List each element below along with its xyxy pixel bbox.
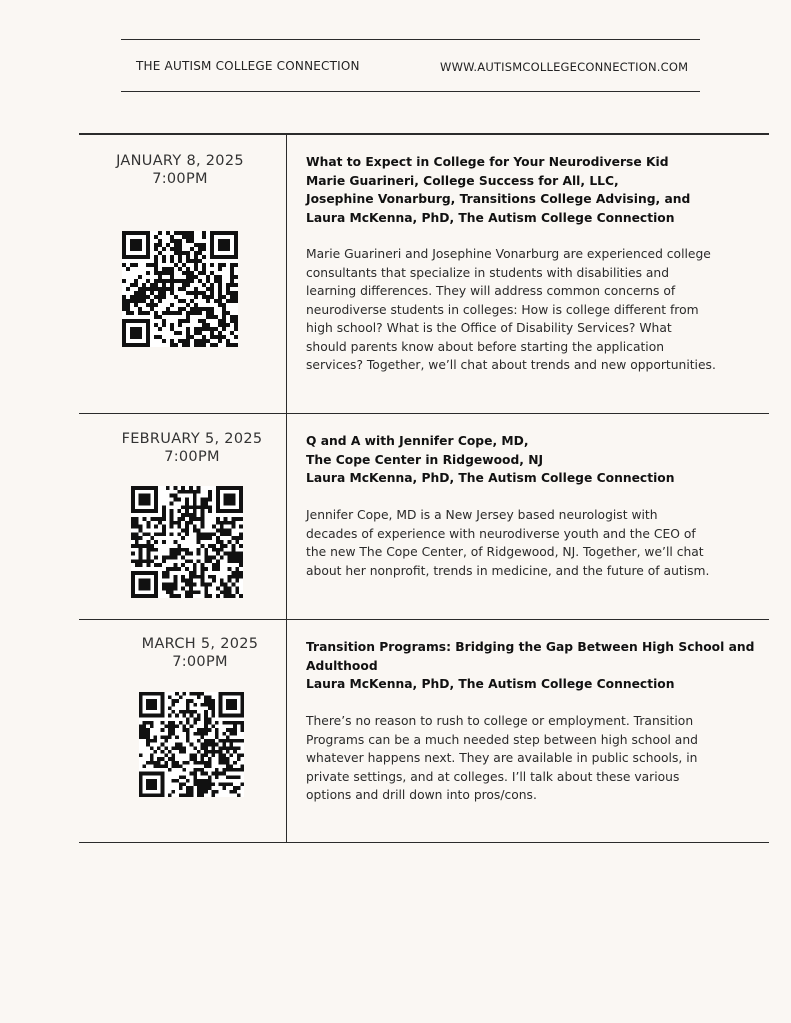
event-description-line: private settings, and at colleges. I’ll talk about these various bbox=[306, 769, 680, 784]
event-description bbox=[306, 712, 756, 805]
event-description-line: high school? What is the Office of Disability Services? What bbox=[306, 321, 672, 335]
org-name: THE AUTISM COLLEGE CONNECTION bbox=[136, 59, 360, 73]
event-title-line: Q and A with Jennifer Cope, MD, bbox=[306, 434, 529, 448]
event-title-line: Laura McKenna, PhD, The Autism College Connection bbox=[306, 210, 675, 225]
row-divider-1 bbox=[79, 413, 769, 414]
event-time: 7:00PM bbox=[164, 449, 220, 465]
table-top-rule bbox=[79, 133, 769, 135]
event-description-line: about her nonprofit, trends in medicine, and the future of autism. bbox=[306, 563, 710, 578]
event-title-line: The Cope Center in Ridgewood, NJ bbox=[306, 452, 544, 467]
event-description-line: decades of experience with neurodiverse youth and the CEO of bbox=[306, 526, 696, 541]
event-title bbox=[306, 153, 756, 227]
event-title-line: Josephine Vonarburg, Transitions College Advising, and bbox=[306, 192, 691, 206]
event-description-line: Jennifer Cope, MD is a New Jersey based neurologist with bbox=[306, 508, 658, 522]
event-date: JANUARY 8, 2025 bbox=[116, 153, 244, 169]
event-description-line: neurodiverse students in colleges: How is college different from bbox=[306, 302, 699, 317]
row-divider-2 bbox=[79, 619, 769, 620]
event-description-line: Programs can be a much needed step between high school and bbox=[306, 732, 698, 747]
event-description-line: should parents know about before starting the application bbox=[306, 339, 665, 354]
header-bottom-rule bbox=[121, 91, 700, 92]
event-title bbox=[306, 432, 756, 488]
column-divider bbox=[286, 134, 287, 842]
table-bottom-rule bbox=[79, 842, 769, 843]
event-title bbox=[306, 638, 756, 694]
event-title-line: Marie Guarineri, College Success for All, LLC, bbox=[306, 173, 619, 188]
event-time: 7:00PM bbox=[172, 654, 228, 670]
event-description-line: consultants that specialize in students with disabilities and bbox=[306, 265, 670, 280]
event-description bbox=[306, 506, 756, 580]
website-link[interactable]: WWW.AUTISMCOLLEGECONNECTION.COM bbox=[440, 60, 689, 74]
event-description-line: services? Together, we’ll chat about trends and new opportunities. bbox=[306, 358, 716, 372]
event-title-line: Laura McKenna, PhD, The Autism College Connection bbox=[306, 677, 675, 691]
event-description-line: There’s no reason to rush to college or employment. Transition bbox=[306, 714, 694, 728]
qr-code-icon[interactable] bbox=[139, 692, 244, 797]
event-title-line: What to Expect in College for Your Neurodiverse Kid bbox=[306, 155, 669, 169]
header-top-rule bbox=[121, 39, 700, 40]
event-description-line: whatever happens next. They are available in public schools, in bbox=[306, 751, 698, 765]
qr-code-icon[interactable] bbox=[131, 486, 243, 598]
event-description bbox=[306, 245, 756, 375]
event-date: FEBRUARY 5, 2025 bbox=[121, 431, 263, 447]
event-title-line: Laura McKenna, PhD, The Autism College Connection bbox=[306, 471, 675, 485]
event-time: 7:00PM bbox=[152, 171, 208, 187]
qr-code-icon[interactable] bbox=[122, 231, 238, 347]
event-description-line: options and drill down into pros/cons. bbox=[306, 788, 537, 802]
event-date: MARCH 5, 2025 bbox=[141, 636, 259, 652]
event-description-line: Marie Guarineri and Josephine Vonarburg are experienced college bbox=[306, 247, 711, 261]
event-title-line: Adulthood bbox=[306, 658, 378, 673]
event-description-line: the new The Cope Center, of Ridgewood, NJ. Together, we’ll chat bbox=[306, 545, 704, 559]
event-title-line: Transition Programs: Bridging the Gap Between High School and bbox=[306, 640, 755, 654]
event-description-line: learning differences. They will address common concerns of bbox=[306, 284, 676, 298]
